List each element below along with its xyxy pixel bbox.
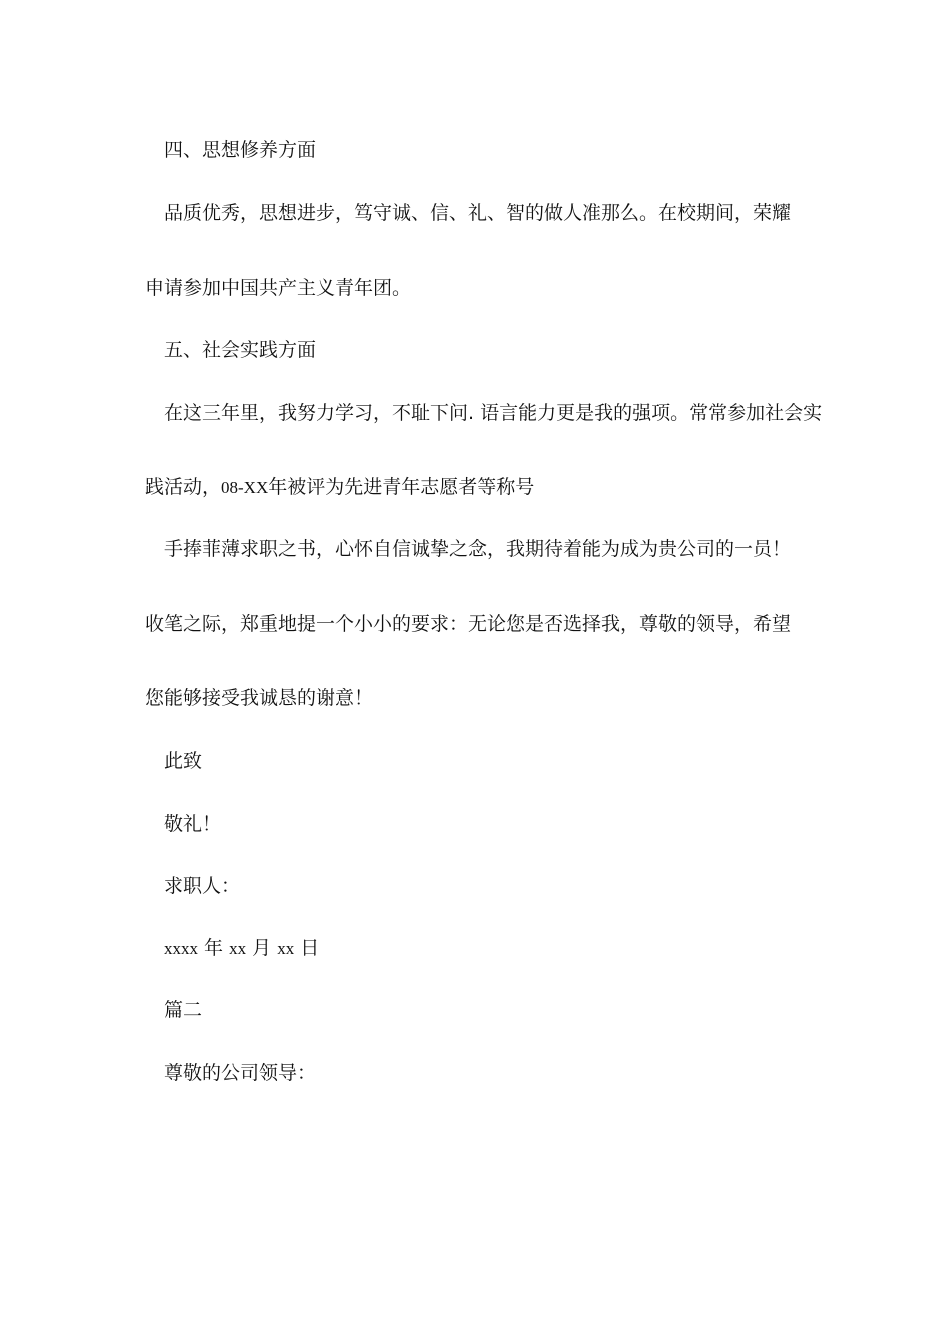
social-line-2-text-a: 践活动，: [145, 476, 222, 498]
salutation-line-2: 敬礼！: [164, 813, 222, 835]
paragraph-social-line-2: [145, 475, 534, 500]
date-day-label: 日: [300, 937, 320, 959]
greeting-line: 尊敬的公司领导：: [164, 1062, 317, 1084]
paragraph-thought-line-2: 申请参加中国共产主义青年团。: [145, 277, 412, 299]
date-day: xx: [277, 939, 295, 958]
paragraph-social-line-1: 在这三年里，我努力学习，不耻下问. 语言能力更是我的强项。常常参加社会实: [164, 402, 823, 424]
salutation-line-1: 此致: [164, 750, 203, 772]
social-line-2-years: 08-XX: [221, 478, 269, 497]
date-year: xxxx: [164, 939, 198, 958]
signer-label: 求职人：: [164, 875, 241, 897]
closing-line-2: 收笔之际，郑重地提一个小小的要求：无论您是否选择我，尊敬的领导，希望: [145, 613, 792, 635]
date-month-label: 月: [252, 937, 272, 959]
date-month: xx: [229, 939, 247, 958]
date-year-label: 年: [204, 937, 224, 959]
date-line: [164, 936, 319, 961]
part-two-heading: 篇二: [164, 999, 203, 1021]
social-line-2-text-b: 年被评为先进青年志愿者等称号: [268, 476, 535, 498]
closing-line-1: 手捧菲薄求职之书，心怀自信诚挚之念，我期待着能为成为贵公司的一员！: [164, 538, 792, 560]
section-heading-social: 五、社会实践方面: [164, 339, 317, 361]
section-heading-thought: 四、思想修养方面: [164, 139, 317, 161]
closing-line-3: 您能够接受我诚恳的谢意！: [145, 687, 374, 709]
paragraph-thought-line-1: 品质优秀，思想进步，笃守诚、信、礼、智的做人准那么。在校期间，荣耀: [164, 202, 792, 224]
